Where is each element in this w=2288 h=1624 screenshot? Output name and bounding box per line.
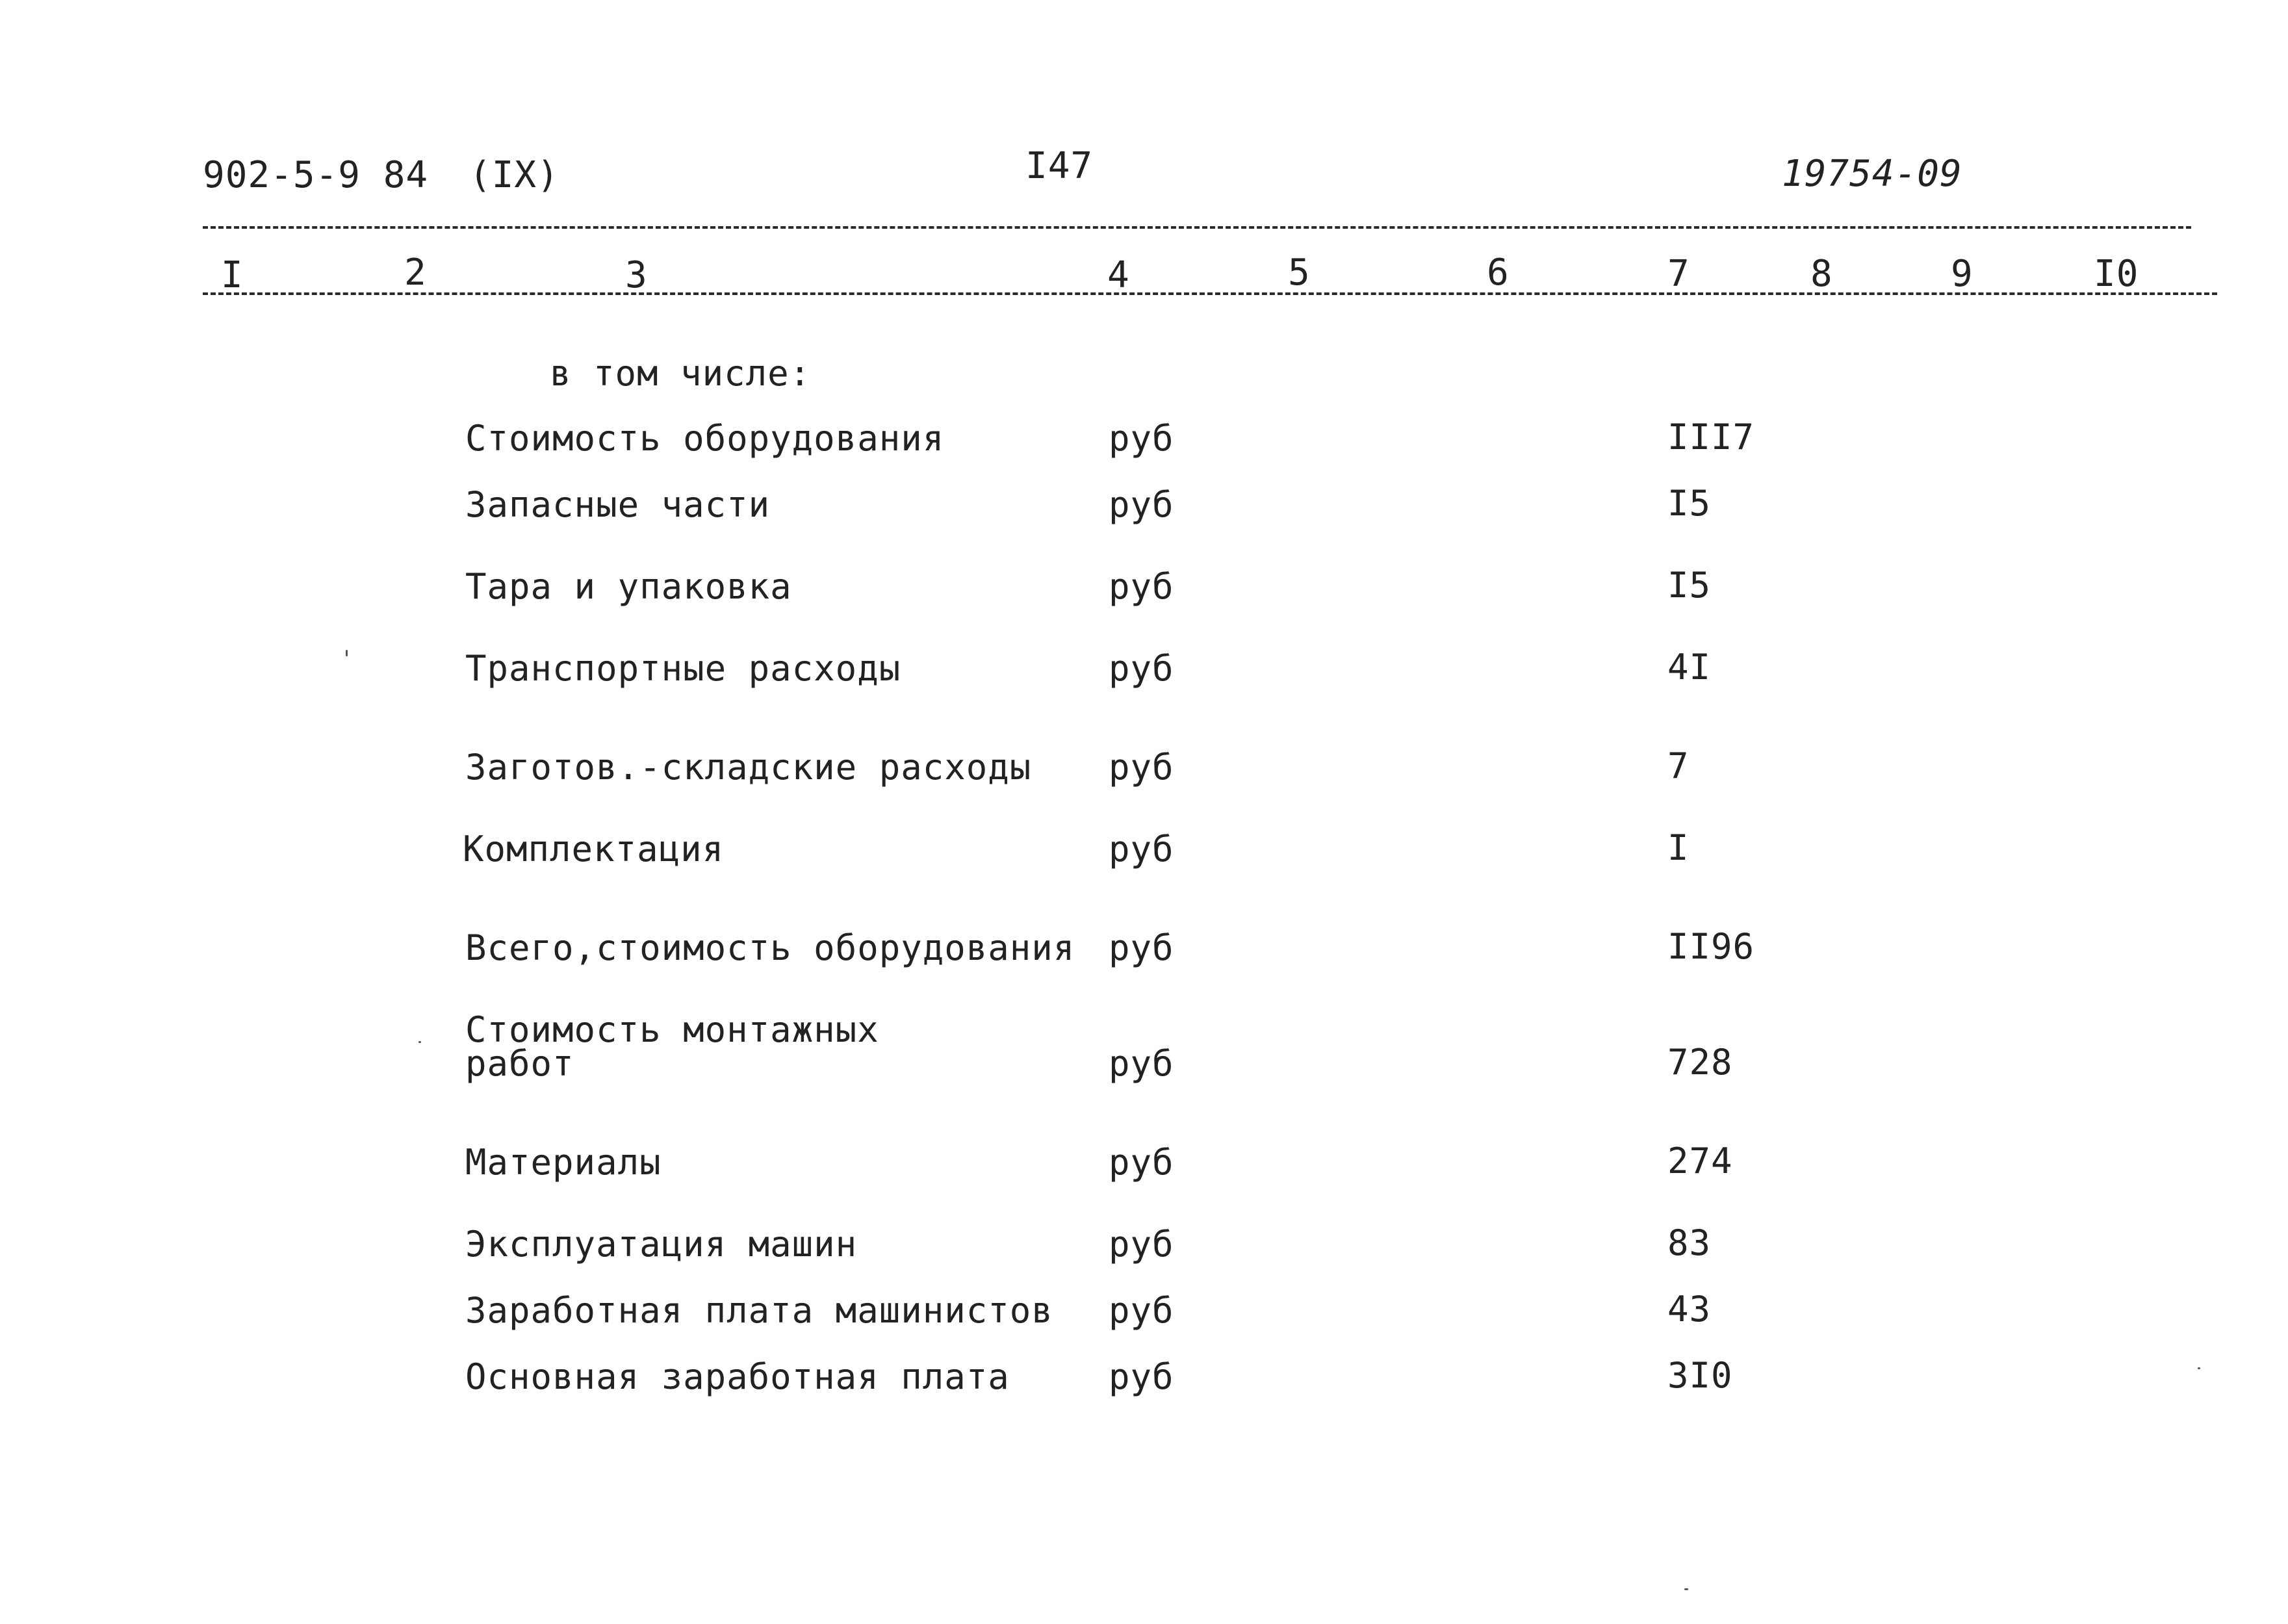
row-value: 274 bbox=[1667, 1141, 1733, 1181]
column-number-8: 8 bbox=[1810, 253, 1833, 295]
row-value: I5 bbox=[1667, 483, 1712, 524]
row-value: 4I bbox=[1667, 647, 1712, 688]
row-name: Эксплуатация машин bbox=[465, 1224, 858, 1265]
row-name: Стоимость оборудования bbox=[465, 418, 945, 459]
column-number-1: I bbox=[221, 254, 244, 296]
column-number-10: I0 bbox=[2094, 253, 2139, 295]
row-value: 83 bbox=[1667, 1222, 1712, 1263]
header-rule-bottom bbox=[203, 292, 2217, 295]
row-unit: руб bbox=[1109, 747, 1174, 788]
column-number-6: 6 bbox=[1487, 251, 1510, 294]
row-name: Транспортные расходы bbox=[465, 648, 901, 689]
doc-code: 902-5-9 84 bbox=[203, 154, 429, 196]
row-value: 43 bbox=[1667, 1289, 1712, 1330]
row-unit: руб bbox=[1109, 1224, 1174, 1265]
row-value: I5 bbox=[1667, 565, 1712, 606]
row-value: II96 bbox=[1667, 926, 1755, 967]
row-unit: руб bbox=[1109, 648, 1174, 689]
row-unit: руб bbox=[1109, 1290, 1174, 1331]
row-value: 728 bbox=[1667, 1042, 1733, 1083]
row-unit: руб bbox=[1109, 1043, 1174, 1084]
header-rule-top bbox=[203, 226, 2191, 229]
row-name: Материалы bbox=[465, 1142, 662, 1183]
column-number-5: 5 bbox=[1288, 251, 1311, 294]
registration-number: 19754-09 bbox=[1782, 153, 1962, 195]
column-number-4: 4 bbox=[1107, 254, 1130, 296]
row-name: Всего,стоимость оборудования bbox=[465, 927, 1075, 968]
row-unit: руб bbox=[1109, 484, 1174, 525]
scan-speck bbox=[346, 650, 348, 656]
page-number: I47 bbox=[1025, 145, 1094, 187]
row-unit: руб bbox=[1109, 829, 1174, 870]
row-unit: руб bbox=[1109, 566, 1174, 607]
scan-speck bbox=[1684, 1588, 1688, 1590]
row-unit: руб bbox=[1109, 1142, 1174, 1183]
intro-text: в том числе: bbox=[550, 353, 812, 394]
row-unit: руб bbox=[1109, 1356, 1174, 1397]
row-value: I bbox=[1667, 827, 1690, 868]
row-name: Заготов.-складские расходы bbox=[465, 747, 1032, 788]
column-number-9: 9 bbox=[1951, 253, 1973, 295]
row-name-line1: Стоимость монтажных bbox=[465, 1009, 879, 1050]
row-name: Комплектация bbox=[463, 829, 725, 870]
column-number-2: 2 bbox=[404, 251, 427, 294]
column-number-3: 3 bbox=[625, 254, 648, 296]
row-name: Основная заработная плата bbox=[465, 1356, 1010, 1397]
row-name: Заработная плата машинистов bbox=[465, 1290, 1053, 1331]
row-value: 3I0 bbox=[1667, 1355, 1733, 1396]
row-value: III7 bbox=[1667, 417, 1755, 458]
row-unit: руб bbox=[1109, 418, 1174, 459]
scan-speck bbox=[2198, 1367, 2200, 1369]
row-unit: руб bbox=[1109, 927, 1174, 968]
column-number-7: 7 bbox=[1667, 253, 1690, 295]
row-name-line2: работ bbox=[465, 1043, 574, 1084]
scan-speck bbox=[418, 1041, 421, 1043]
row-name: Тара и упаковка bbox=[465, 566, 792, 607]
row-name: Запасные части bbox=[465, 484, 771, 525]
row-value: 7 bbox=[1667, 745, 1690, 786]
section-label: (IX) bbox=[469, 154, 559, 196]
